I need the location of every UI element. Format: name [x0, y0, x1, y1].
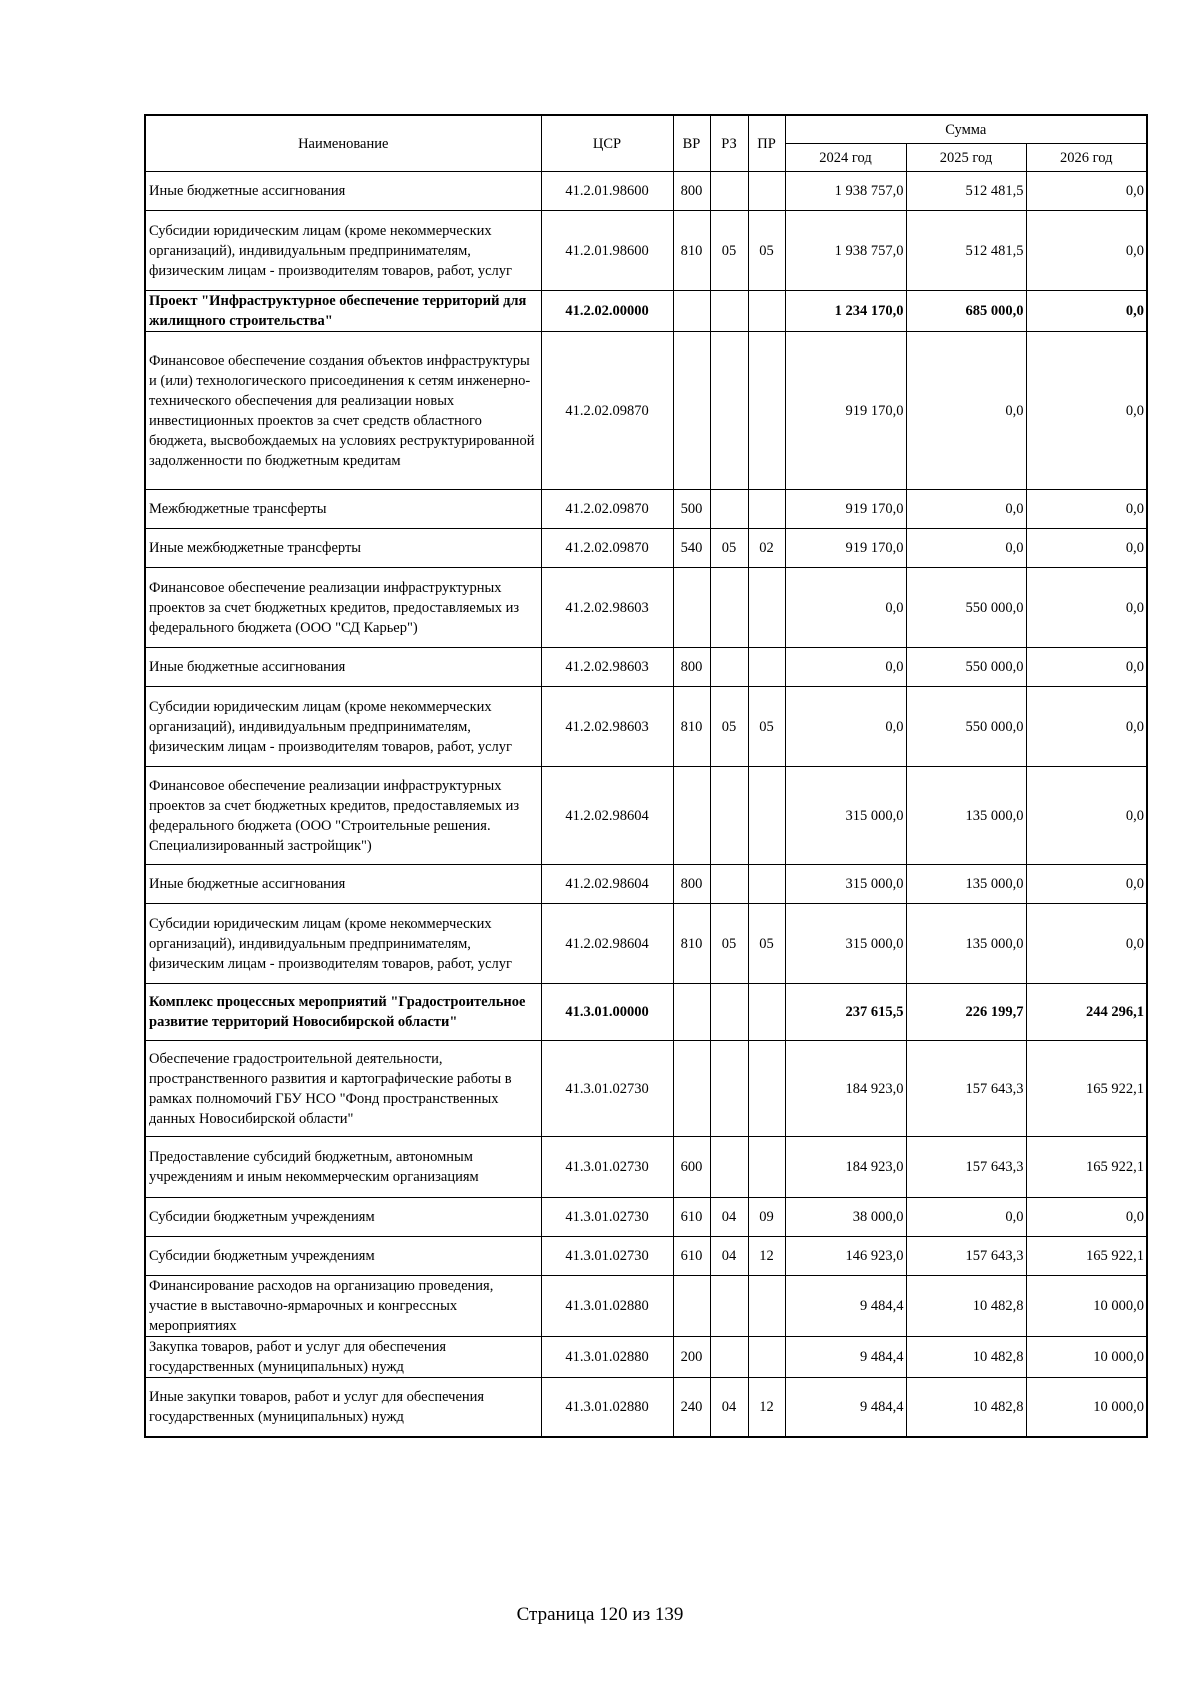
row-pr [748, 648, 785, 687]
row-vr: 240 [673, 1378, 710, 1437]
header-vr: ВР [673, 115, 710, 172]
row-sum-2026: 165 922,1 [1026, 1237, 1147, 1276]
row-sum-2024: 237 615,5 [785, 984, 906, 1041]
row-sum-2024: 0,0 [785, 687, 906, 767]
row-pr [748, 291, 785, 332]
row-sum-2026: 0,0 [1026, 291, 1147, 332]
row-pr [748, 865, 785, 904]
row-sum-2025: 157 643,3 [906, 1041, 1026, 1137]
row-csr: 41.3.01.02730 [541, 1198, 673, 1237]
table-row [145, 1378, 1147, 1437]
row-sum-2025: 10 482,8 [906, 1337, 1026, 1378]
row-rz [710, 767, 748, 865]
row-vr [673, 1041, 710, 1137]
table-row [145, 211, 1147, 291]
row-name: Субсидии юридическим лицам (кроме некоммерческих организаций), индивидуальным предпринимателям, физическим лицам - производителям товаров, работ, услуг [145, 904, 541, 984]
header-year-2026: 2026 год [1026, 144, 1147, 172]
row-csr: 41.3.01.00000 [541, 984, 673, 1041]
row-csr: 41.2.02.09870 [541, 529, 673, 568]
table-row [145, 687, 1147, 767]
row-csr: 41.2.02.98604 [541, 767, 673, 865]
row-pr: 12 [748, 1378, 785, 1437]
row-rz: 05 [710, 211, 748, 291]
row-sum-2025: 550 000,0 [906, 687, 1026, 767]
table-row [145, 904, 1147, 984]
row-vr [673, 767, 710, 865]
row-pr [748, 332, 785, 490]
header-csr: ЦСР [541, 115, 673, 172]
row-vr: 800 [673, 648, 710, 687]
budget-table [144, 114, 1148, 1438]
table-row [145, 984, 1147, 1041]
row-sum-2026: 0,0 [1026, 687, 1147, 767]
row-vr [673, 568, 710, 648]
row-name: Межбюджетные трансферты [145, 490, 541, 529]
row-sum-2025: 0,0 [906, 1198, 1026, 1237]
row-sum-2026: 10 000,0 [1026, 1378, 1147, 1437]
row-csr: 41.2.02.98603 [541, 568, 673, 648]
row-name: Финансовое обеспечение создания объектов инфраструктуры и (или) технологического присоединения к сетям инженерно-технического обеспечения для реализации новых инвестиционных проектов за счет средств областного бюджета, высвобождаемых на условиях реструктурированной задолженности по бюджетным кредитам [145, 332, 541, 490]
row-rz [710, 172, 748, 211]
row-sum-2024: 1 234 170,0 [785, 291, 906, 332]
row-vr [673, 1276, 710, 1337]
row-pr [748, 172, 785, 211]
row-vr: 800 [673, 865, 710, 904]
table-row [145, 1137, 1147, 1198]
row-rz [710, 1276, 748, 1337]
header-name: Наименование [145, 115, 541, 172]
row-csr: 41.2.02.09870 [541, 490, 673, 529]
row-vr: 800 [673, 172, 710, 211]
row-pr [748, 1276, 785, 1337]
header-pr: ПР [748, 115, 785, 172]
row-rz [710, 490, 748, 529]
row-pr [748, 984, 785, 1041]
row-sum-2025: 0,0 [906, 529, 1026, 568]
row-name: Субсидии бюджетным учреждениям [145, 1237, 541, 1276]
row-name: Обеспечение градостроительной деятельности, пространственного развития и картографические работы в рамках полномочий ГБУ НСО "Фонд пространственных данных Новосибирской области" [145, 1041, 541, 1137]
row-csr: 41.2.01.98600 [541, 172, 673, 211]
row-rz [710, 984, 748, 1041]
row-sum-2026: 0,0 [1026, 332, 1147, 490]
row-name: Финансирование расходов на организацию проведения, участие в выставочно-ярмарочных и конгрессных мероприятиях [145, 1276, 541, 1337]
row-sum-2026: 0,0 [1026, 904, 1147, 984]
row-name: Субсидии бюджетным учреждениям [145, 1198, 541, 1237]
header-sum: Сумма [785, 115, 1147, 144]
row-rz: 04 [710, 1237, 748, 1276]
row-pr [748, 568, 785, 648]
row-name: Закупка товаров, работ и услуг для обеспечения государственных (муниципальных) нужд [145, 1337, 541, 1378]
row-csr: 41.3.01.02730 [541, 1237, 673, 1276]
row-sum-2024: 1 938 757,0 [785, 211, 906, 291]
row-sum-2026: 10 000,0 [1026, 1276, 1147, 1337]
row-vr: 810 [673, 904, 710, 984]
row-csr: 41.3.01.02880 [541, 1276, 673, 1337]
row-sum-2025: 0,0 [906, 332, 1026, 490]
row-pr: 12 [748, 1237, 785, 1276]
row-name: Проект "Инфраструктурное обеспечение территорий для жилищного строительства" [145, 291, 541, 332]
row-vr: 610 [673, 1198, 710, 1237]
row-name: Субсидии юридическим лицам (кроме некоммерческих организаций), индивидуальным предпринимателям, физическим лицам - производителям товаров, работ, услуг [145, 211, 541, 291]
row-sum-2024: 315 000,0 [785, 767, 906, 865]
row-sum-2025: 157 643,3 [906, 1237, 1026, 1276]
row-sum-2024: 9 484,4 [785, 1337, 906, 1378]
row-sum-2024: 1 938 757,0 [785, 172, 906, 211]
table-row [145, 648, 1147, 687]
row-sum-2025: 685 000,0 [906, 291, 1026, 332]
row-sum-2026: 244 296,1 [1026, 984, 1147, 1041]
row-sum-2026: 0,0 [1026, 211, 1147, 291]
row-sum-2026: 0,0 [1026, 767, 1147, 865]
row-name: Иные бюджетные ассигнования [145, 648, 541, 687]
row-rz [710, 568, 748, 648]
row-rz: 04 [710, 1378, 748, 1437]
row-pr [748, 1137, 785, 1198]
row-rz [710, 291, 748, 332]
row-rz [710, 648, 748, 687]
table-row [145, 490, 1147, 529]
row-rz [710, 1337, 748, 1378]
row-rz: 05 [710, 529, 748, 568]
row-sum-2026: 0,0 [1026, 1198, 1147, 1237]
row-rz: 04 [710, 1198, 748, 1237]
row-vr: 810 [673, 687, 710, 767]
row-pr [748, 1337, 785, 1378]
row-sum-2025: 550 000,0 [906, 648, 1026, 687]
row-rz [710, 865, 748, 904]
row-sum-2025: 512 481,5 [906, 172, 1026, 211]
row-name: Иные бюджетные ассигнования [145, 172, 541, 211]
row-name: Финансовое обеспечение реализации инфраструктурных проектов за счет бюджетных кредитов, предоставляемых из федерального бюджета (ООО "СД Карьер") [145, 568, 541, 648]
page-number: Страница 120 из 139 [516, 1604, 684, 1625]
row-pr: 02 [748, 529, 785, 568]
row-csr: 41.3.01.02730 [541, 1137, 673, 1198]
table-row [145, 1337, 1147, 1378]
row-vr: 810 [673, 211, 710, 291]
header-year-2025: 2025 год [906, 144, 1026, 172]
row-sum-2024: 919 170,0 [785, 332, 906, 490]
row-csr: 41.3.01.02880 [541, 1337, 673, 1378]
row-csr: 41.2.02.98604 [541, 904, 673, 984]
table-row [145, 172, 1147, 211]
row-pr [748, 1041, 785, 1137]
row-name: Комплекс процессных мероприятий "Градостроительное развитие территорий Новосибирской области" [145, 984, 541, 1041]
table-row [145, 332, 1147, 490]
row-name: Финансовое обеспечение реализации инфраструктурных проектов за счет бюджетных кредитов, предоставляемых из федерального бюджета (ООО "Строительные решения. Специализированный застройщик") [145, 767, 541, 865]
row-vr [673, 291, 710, 332]
row-csr: 41.2.02.98604 [541, 865, 673, 904]
row-rz: 05 [710, 904, 748, 984]
row-csr: 41.2.02.00000 [541, 291, 673, 332]
table-row [145, 291, 1147, 332]
row-pr: 05 [748, 904, 785, 984]
row-rz [710, 1041, 748, 1137]
row-pr [748, 490, 785, 529]
row-name: Субсидии юридическим лицам (кроме некоммерческих организаций), индивидуальным предпринимателям, физическим лицам - производителям товаров, работ, услуг [145, 687, 541, 767]
row-sum-2024: 919 170,0 [785, 529, 906, 568]
row-sum-2025: 135 000,0 [906, 865, 1026, 904]
row-sum-2025: 550 000,0 [906, 568, 1026, 648]
table-header [145, 115, 1147, 172]
row-sum-2024: 919 170,0 [785, 490, 906, 529]
budget-sheet [144, 114, 1146, 1438]
row-pr [748, 767, 785, 865]
row-csr: 41.2.02.98603 [541, 687, 673, 767]
row-sum-2025: 10 482,8 [906, 1378, 1026, 1437]
row-name: Иные закупки товаров, работ и услуг для обеспечения государственных (муниципальных) нужд [145, 1378, 541, 1437]
row-sum-2025: 135 000,0 [906, 904, 1026, 984]
row-sum-2026: 165 922,1 [1026, 1137, 1147, 1198]
row-sum-2024: 9 484,4 [785, 1378, 906, 1437]
table-row [145, 1237, 1147, 1276]
row-sum-2024: 315 000,0 [785, 865, 906, 904]
row-sum-2026: 0,0 [1026, 529, 1147, 568]
row-sum-2025: 0,0 [906, 490, 1026, 529]
row-sum-2026: 0,0 [1026, 865, 1147, 904]
row-sum-2026: 0,0 [1026, 648, 1147, 687]
row-sum-2025: 226 199,7 [906, 984, 1026, 1041]
row-vr: 600 [673, 1137, 710, 1198]
row-pr: 05 [748, 687, 785, 767]
row-sum-2026: 10 000,0 [1026, 1337, 1147, 1378]
row-sum-2025: 512 481,5 [906, 211, 1026, 291]
row-sum-2025: 10 482,8 [906, 1276, 1026, 1337]
row-csr: 41.2.02.98603 [541, 648, 673, 687]
row-sum-2024: 9 484,4 [785, 1276, 906, 1337]
row-vr: 610 [673, 1237, 710, 1276]
row-name: Иные бюджетные ассигнования [145, 865, 541, 904]
row-sum-2025: 157 643,3 [906, 1137, 1026, 1198]
row-sum-2024: 146 923,0 [785, 1237, 906, 1276]
row-vr [673, 332, 710, 490]
table-row [145, 767, 1147, 865]
row-sum-2024: 184 923,0 [785, 1137, 906, 1198]
row-sum-2026: 165 922,1 [1026, 1041, 1147, 1137]
row-sum-2024: 0,0 [785, 648, 906, 687]
row-rz [710, 1137, 748, 1198]
row-csr: 41.3.01.02730 [541, 1041, 673, 1137]
row-name: Иные межбюджетные трансферты [145, 529, 541, 568]
row-rz: 05 [710, 687, 748, 767]
row-csr: 41.2.02.09870 [541, 332, 673, 490]
table-body [145, 172, 1147, 1437]
header-year-2024: 2024 год [785, 144, 906, 172]
row-pr: 09 [748, 1198, 785, 1237]
row-vr [673, 984, 710, 1041]
row-vr: 500 [673, 490, 710, 529]
row-sum-2024: 184 923,0 [785, 1041, 906, 1137]
table-row [145, 529, 1147, 568]
row-vr: 200 [673, 1337, 710, 1378]
row-name: Предоставление субсидий бюджетным, автономным учреждениям и иным некоммерческим организациям [145, 1137, 541, 1198]
row-csr: 41.3.01.02880 [541, 1378, 673, 1437]
table-row [145, 1041, 1147, 1137]
table-row [145, 865, 1147, 904]
row-sum-2026: 0,0 [1026, 172, 1147, 211]
row-sum-2025: 135 000,0 [906, 767, 1026, 865]
header-rz: РЗ [710, 115, 748, 172]
row-rz [710, 332, 748, 490]
row-csr: 41.2.01.98600 [541, 211, 673, 291]
row-pr: 05 [748, 211, 785, 291]
row-sum-2024: 38 000,0 [785, 1198, 906, 1237]
table-row [145, 1198, 1147, 1237]
row-sum-2024: 0,0 [785, 568, 906, 648]
table-row [145, 1276, 1147, 1337]
row-sum-2026: 0,0 [1026, 490, 1147, 529]
row-sum-2024: 315 000,0 [785, 904, 906, 984]
row-sum-2026: 0,0 [1026, 568, 1147, 648]
row-vr: 540 [673, 529, 710, 568]
table-row [145, 568, 1147, 648]
